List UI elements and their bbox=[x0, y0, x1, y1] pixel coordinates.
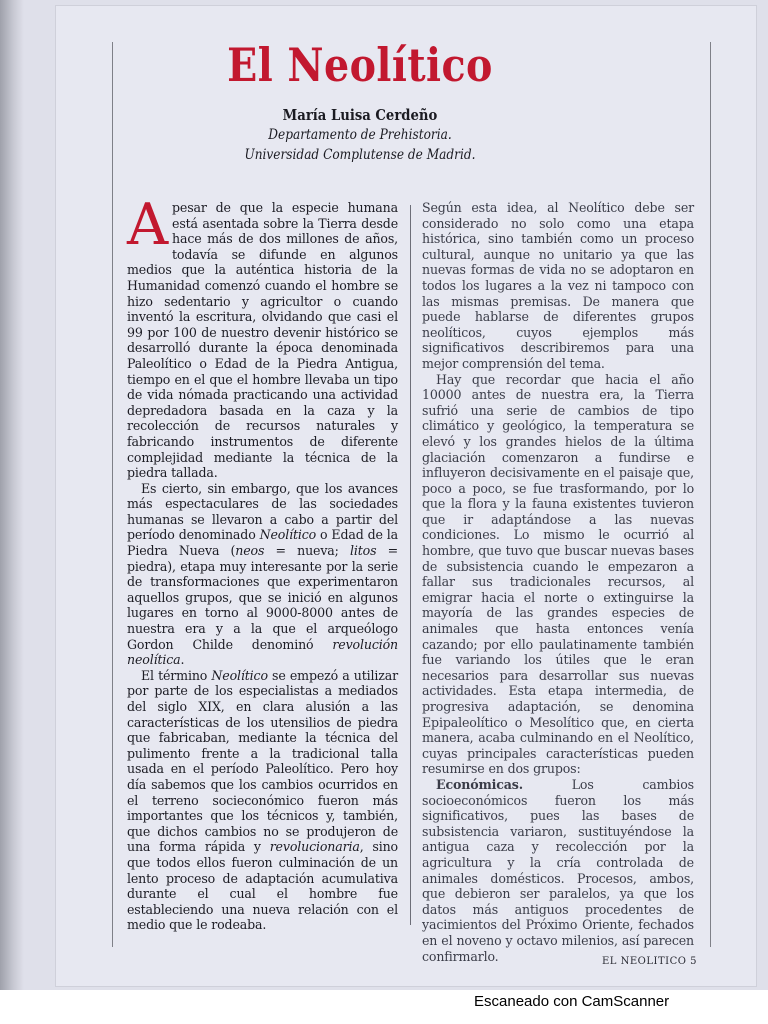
paragraph-3 bbox=[127, 668, 398, 933]
p3-seg-c: se empezó a utilizar por parte de los especialistas a mediados del siglo XIX, en clara alusión a las características de los utensilios de piedra que fabricaban, mediante la técnica del pulimento frente a la tradicional talla usada en el período Paleolítico. Pero hoy día sabemos que los cambios ocurridos en el terreno socieconómico fueron más importantes que los técnicos y, también, que dichos cambios no se produjeron de una forma rápida y bbox=[127, 667, 398, 855]
p2-seg-i: . bbox=[180, 652, 185, 668]
p3-seg-b: Neolítico bbox=[211, 667, 268, 683]
section-label-economicas: Económicas. bbox=[436, 776, 523, 792]
column-divider bbox=[410, 205, 411, 925]
author-university: Universidad Complutense de Madrid. bbox=[244, 147, 476, 163]
scanner-watermark-caption: Escaneado con CamScanner bbox=[474, 993, 670, 1010]
p3-seg-a: El término bbox=[141, 667, 212, 683]
p3-seg-e: , sino que todos ellos fueron culminación de un lento proceso de adaptación acumulativa durante el cual el hombre fue estableciendo una nueva relación con el medio que le rodeaba. bbox=[127, 839, 398, 933]
p2-seg-c: o Edad de la Piedra Nueva ( bbox=[127, 527, 398, 559]
article-author: María Luisa Cerdeño bbox=[282, 106, 438, 124]
right-margin-rule bbox=[710, 42, 711, 947]
running-head: EL NEOLITICO bbox=[602, 956, 687, 967]
page-number: 5 bbox=[690, 956, 697, 967]
p2-seg-g: = piedra), etapa muy interesante por la serie de transformaciones que experimentaron aquellos grupos, que se inició en algunos lugares en torno al 9000-8000 antes de nuestra era y a la que el arqueólogo Gordon Childe denominó bbox=[127, 543, 398, 652]
paragraph-4: Según esta idea, al Neolítico debe ser considerado no solo como una etapa histórica, sino también como un proceso cultural, aunque no unitario ya que las nuevas formas de vida no se adoptaron en todos los lugares a la vez ni tampoco con las mismas premisas. De manera que puede hablarse de diferentes grupos neolíticos, cuyos ejemplos más significativos describiremos para una mejor comprensión del tema. bbox=[422, 200, 694, 371]
p2-seg-b: Neolítico bbox=[259, 527, 317, 543]
author-department: Departamento de Prehistoria. bbox=[268, 127, 452, 143]
p2-seg-f: litos bbox=[349, 543, 377, 559]
page-footer bbox=[602, 956, 697, 967]
paragraph-2 bbox=[127, 481, 398, 668]
p3-seg-d: revolucionaria bbox=[269, 839, 360, 855]
paragraph-1 bbox=[127, 192, 398, 481]
article-title: El Neolítico bbox=[227, 38, 493, 92]
p2-seg-d: neos bbox=[235, 543, 265, 559]
paragraph-6-text: Los cambios socioeconómicos fueron los más significativos, pues las bases de subsistencia variaron, sustituyéndose la antigua caza y recolección por la agricultura y la cría controlada de animales domésticos. Procesos, ambos, que debieron ser paralelos, ya que los datos más antiguos procedentes de yacimientos del Próximo Oriente, fechados en el noveno y octavo milenios, así parecen confirmarlo. bbox=[422, 776, 694, 964]
p2-seg-a: Es cierto, sin embargo, que los avances más espectaculares de las sociedades humanas se llevaron a cabo a partir del período denominado bbox=[127, 480, 398, 543]
drop-cap: A bbox=[127, 192, 169, 258]
book-binding-shadow bbox=[14, 0, 24, 990]
left-margin-rule bbox=[112, 42, 113, 947]
book-binding-edge bbox=[0, 0, 14, 990]
p2-seg-h: revolución neolítica bbox=[127, 636, 398, 668]
paragraph-6 bbox=[422, 777, 694, 964]
text-column-right bbox=[422, 200, 694, 964]
text-column-left bbox=[127, 192, 398, 933]
p2-seg-e: = nueva; bbox=[264, 543, 350, 559]
paragraph-1-text: pesar de que la especie humana está asentada sobre la Tierra desde hace más de dos millones de años, todavía se difunde en algunos medios que la auténtica historia de la Humanidad comenzó cuando el hombre se hizo sedentario y agricultor o cuando inventó la escritura, olvidando que casi el 99 por 100 de nuestro devenir histórico se desarrolló durante la época denominada Paleolítico o Edad de la Piedra Antigua, tiempo en el que el hombre llevaba un tipo de vida nómada practicando una actividad depredadora basada en la caza y la recolección de recursos naturales y fabricando instrumentos de diferente complejidad mediante la técnica de la piedra tallada. bbox=[127, 200, 398, 481]
paragraph-5: Hay que recordar que hacia el año 10000 antes de nuestra era, la Tierra sufrió una serie de cambios de tipo climático y geológico, la temperatura se elevó y los grandes hielos de la última glaciación comenzaron a fundirse e influyeron decisivamente en el paisaje que, poco a poco, se fue trasformando, por lo que la flora y la fauna existentes tuvieron que ir adaptándose a las nuevas condiciones. Lo mismo le ocurrió al hombre, que tuvo que buscar nuevas bases de subsistencia cuando le empezaron a fallar sus tradicionales recursos, al emigrar hacia el norte o extinguirse la mayoría de las grandes especies de animales que hasta entonces venía cazando; por ello paulatinamente también fue variando los útiles que le eran necesarios para desarrollar sus nuevas actividades. Esta etapa intermedia, de progresiva adaptación, se denomina Epipaleolítico o Mesolítico que, en cierta manera, acaba culminando en el Neolítico, cuyas principales características pueden resumirse en dos grupos: bbox=[422, 371, 694, 777]
